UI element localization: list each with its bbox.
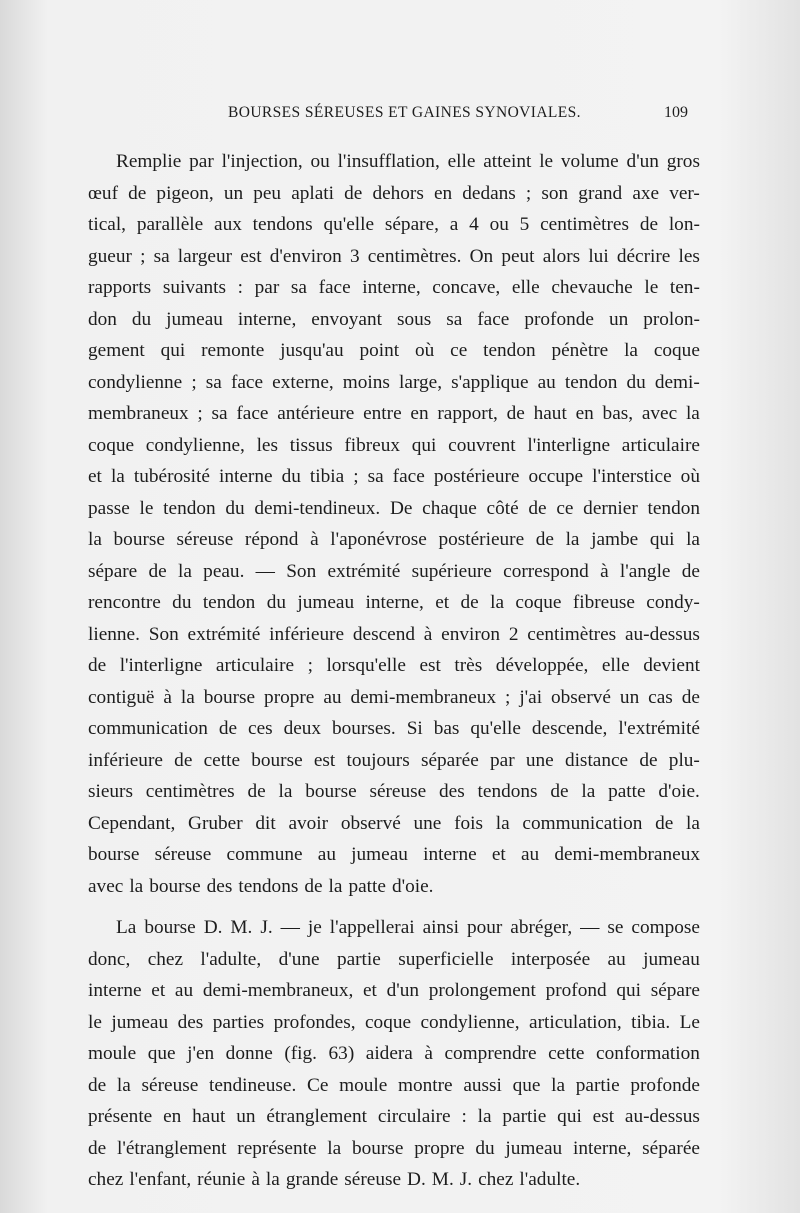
paragraph-2: [88, 912, 700, 1196]
text-line: contiguë à la bourse propre au demi-membraneux ; j'ai observé un cas de: [88, 686, 700, 708]
text-line: lienne. Son extrémité inférieure descend à environ 2 centimètres au-dessus: [88, 623, 700, 645]
text-line: chez l'enfant, réunie à la grande séreuse D. M. J. chez l'adulte.: [88, 1169, 581, 1190]
text-line: Cependant, Gruber dit avoir observé une fois la communication de la: [88, 812, 700, 834]
text-line: membraneux ; sa face antérieure entre en rapport, de haut en bas, avec la: [88, 403, 700, 424]
text-line: tical, parallèle aux tendons qu'elle sépare, a 4 ou 5 centimètres de lon-: [88, 214, 700, 235]
text-line: et la tubérosité interne du tibia ; sa face postérieure occupe l'interstice où: [88, 466, 700, 487]
body-text: [88, 146, 700, 1196]
text-line: de l'étranglement représente la bourse propre du jumeau interne, séparée: [88, 1137, 700, 1159]
text-line: œuf de pigeon, un peu aplati de dehors en dedans ; son grand axe ver-: [88, 182, 700, 204]
text-line: interne et au demi-membraneux, et d'un prolongement profond qui sépare: [88, 980, 700, 1001]
text-line: passe le tendon du demi-tendineux. De chaque côté de ce dernier tendon: [88, 497, 700, 519]
text-line: avec la bourse des tendons de la patte d'oie.: [88, 875, 434, 897]
paragraph-1: [88, 146, 700, 902]
text-line: de la séreuse tendineuse. Ce moule montre aussi que la partie profonde: [88, 1074, 700, 1096]
text-line: donc, chez l'adulte, d'une partie superficielle interposée au jumeau: [88, 948, 700, 970]
text-line: rencontre du tendon du jumeau interne, et de la coque fibreuse condy-: [88, 592, 700, 613]
text-line: sieurs centimètres de la bourse séreuse des tendons de la patte d'oie.: [88, 781, 700, 802]
text-line: gement qui remonte jusqu'au point où ce tendon pénètre la coque: [88, 340, 700, 361]
text-line: bourse séreuse commune au jumeau interne et au demi-membraneux: [88, 844, 700, 865]
running-title: BOURSES SÉREUSES ET GAINES SYNOVIALES.: [228, 104, 581, 121]
text-line: coque condylienne, les tissus fibreux qui couvrent l'interligne articulaire: [88, 434, 700, 456]
text-line: condylienne ; sa face externe, moins large, s'applique au tendon du demi-: [88, 371, 700, 393]
text-line: de l'interligne articulaire ; lorsqu'elle est très développée, elle devient: [88, 655, 700, 676]
running-head: [88, 104, 688, 128]
text-line: communication de ces deux bourses. Si bas qu'elle descende, l'extrémité: [88, 718, 700, 739]
text-line: présente en haut un étranglement circulaire : la partie qui est au-dessus: [88, 1106, 700, 1127]
text-line: sépare de la peau. — Son extrémité supérieure correspond à l'angle de: [88, 560, 700, 582]
text-line: moule que j'en donne (fig. 63) aidera à comprendre cette conformation: [88, 1043, 700, 1064]
text-line: la bourse séreuse répond à l'aponévrose postérieure de la jambe qui la: [88, 529, 700, 550]
text-line: La bourse D. M. J. — je l'appellerai ainsi pour abréger, — se compose: [116, 917, 700, 938]
text-line: don du jumeau interne, envoyant sous sa face profonde un prolon-: [88, 308, 700, 330]
text-line: rapports suivants : par sa face interne, concave, elle chevauche le ten-: [88, 277, 700, 298]
text-line: inférieure de cette bourse est toujours séparée par une distance de plu-: [88, 749, 700, 771]
page-number: 109: [664, 104, 688, 121]
text-line: Remplie par l'injection, ou l'insufflation, elle atteint le volume d'un gros: [116, 151, 700, 172]
text-line: le jumeau des parties profondes, coque condylienne, articulation, tibia. Le: [88, 1011, 700, 1033]
text-line: gueur ; sa largeur est d'environ 3 centimètres. On peut alors lui décrire les: [88, 245, 700, 267]
